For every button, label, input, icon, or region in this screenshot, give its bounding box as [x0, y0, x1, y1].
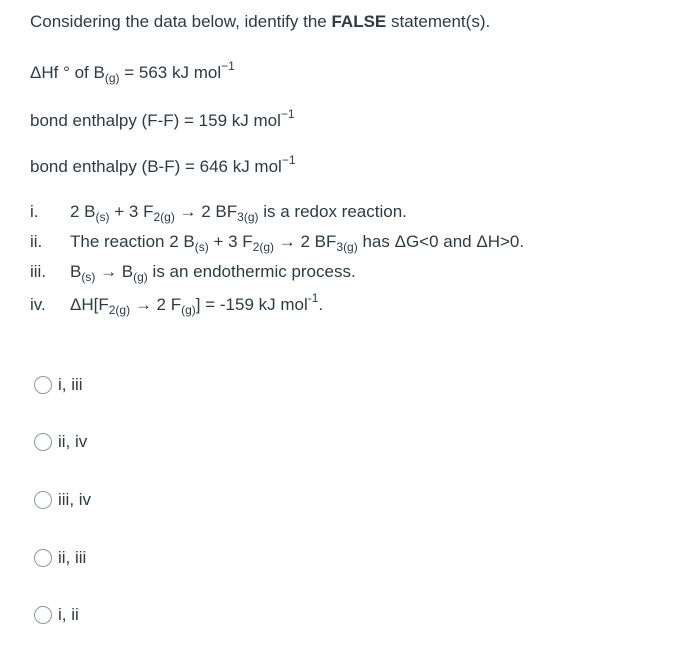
- question-prompt: [30, 12, 490, 32]
- option-label: ii, iii: [58, 548, 87, 567]
- data-text: bond enthalpy (F-F) = 159 kJ mol: [30, 111, 281, 130]
- stmt-sub: 2(g): [153, 210, 175, 224]
- option-label: i, iii: [58, 375, 83, 394]
- stmt-text: → 2 F: [130, 295, 182, 314]
- data-text: = 563 kJ mol: [119, 63, 222, 82]
- stmt-text: → 2 BF: [274, 232, 337, 251]
- stmt-sub: (g): [133, 270, 148, 284]
- radio-button[interactable]: [34, 491, 52, 509]
- prompt-emphasis: FALSE: [331, 12, 387, 31]
- stmt-text: B: [70, 262, 82, 281]
- data-text: bond enthalpy (B-F) = 646 kJ mol: [30, 157, 282, 176]
- prompt-text: Considering the data below, identify the: [30, 12, 332, 31]
- answer-option-1[interactable]: [34, 374, 83, 396]
- statement-number: iv.: [30, 295, 46, 314]
- radio-button[interactable]: [34, 549, 52, 567]
- stmt-text: is an endothermic process.: [147, 262, 356, 281]
- statement-i: [30, 202, 407, 222]
- data-line-bf-bond: [30, 153, 296, 177]
- stmt-text: is a redox reaction.: [258, 202, 407, 221]
- stmt-text: → 2 BF: [174, 202, 238, 221]
- option-label: ii, iv: [58, 432, 88, 451]
- stmt-text: + 3 F: [109, 202, 154, 221]
- stmt-text: 2 B: [70, 202, 96, 221]
- stmt-sub: (g): [181, 303, 196, 317]
- answer-option-3[interactable]: [34, 489, 91, 511]
- stmt-text: ΔH[F: [70, 295, 109, 314]
- option-label: iii, iv: [58, 490, 92, 509]
- data-superscript: −1: [280, 107, 295, 121]
- radio-button[interactable]: [34, 376, 52, 394]
- statement-iii: [30, 262, 356, 282]
- answer-option-4[interactable]: [34, 547, 86, 569]
- statement-number: i.: [30, 202, 39, 221]
- data-line-ff-bond: [30, 107, 295, 131]
- option-label: i, ii: [58, 605, 79, 624]
- statement-ii: [30, 232, 524, 252]
- stmt-text: ] = -159 kJ mol: [195, 295, 308, 314]
- data-subscript: (g): [104, 71, 120, 85]
- stmt-text: has ΔG<0 and ΔH>0.: [357, 232, 525, 251]
- data-superscript: −1: [221, 59, 235, 73]
- answer-option-5[interactable]: [34, 604, 79, 626]
- stmt-sub: (s): [95, 210, 110, 224]
- stmt-sub: (s): [81, 270, 96, 284]
- stmt-text: The reaction 2 B: [70, 232, 195, 251]
- stmt-text: .: [318, 295, 324, 314]
- stmt-text: → B: [95, 262, 134, 281]
- answer-option-2[interactable]: [34, 431, 87, 453]
- stmt-sub: 2(g): [108, 303, 131, 317]
- prompt-text-end: statement(s).: [386, 12, 491, 31]
- radio-button[interactable]: [34, 433, 52, 451]
- stmt-sub: 2(g): [252, 240, 275, 254]
- stmt-sup: -1: [307, 291, 319, 305]
- radio-button[interactable]: [34, 606, 52, 624]
- data-text: ΔHf ° of B: [30, 63, 105, 82]
- stmt-sub: 3(g): [336, 240, 358, 254]
- statement-iv: [30, 291, 324, 317]
- data-superscript: −1: [281, 153, 296, 167]
- stmt-sub: 3(g): [237, 210, 259, 224]
- data-line-formation-enthalpy: [30, 59, 235, 85]
- stmt-sub: (s): [194, 240, 209, 254]
- stmt-text: + 3 F: [208, 232, 253, 251]
- statement-number: iii.: [30, 262, 47, 281]
- statement-number: ii.: [30, 232, 43, 251]
